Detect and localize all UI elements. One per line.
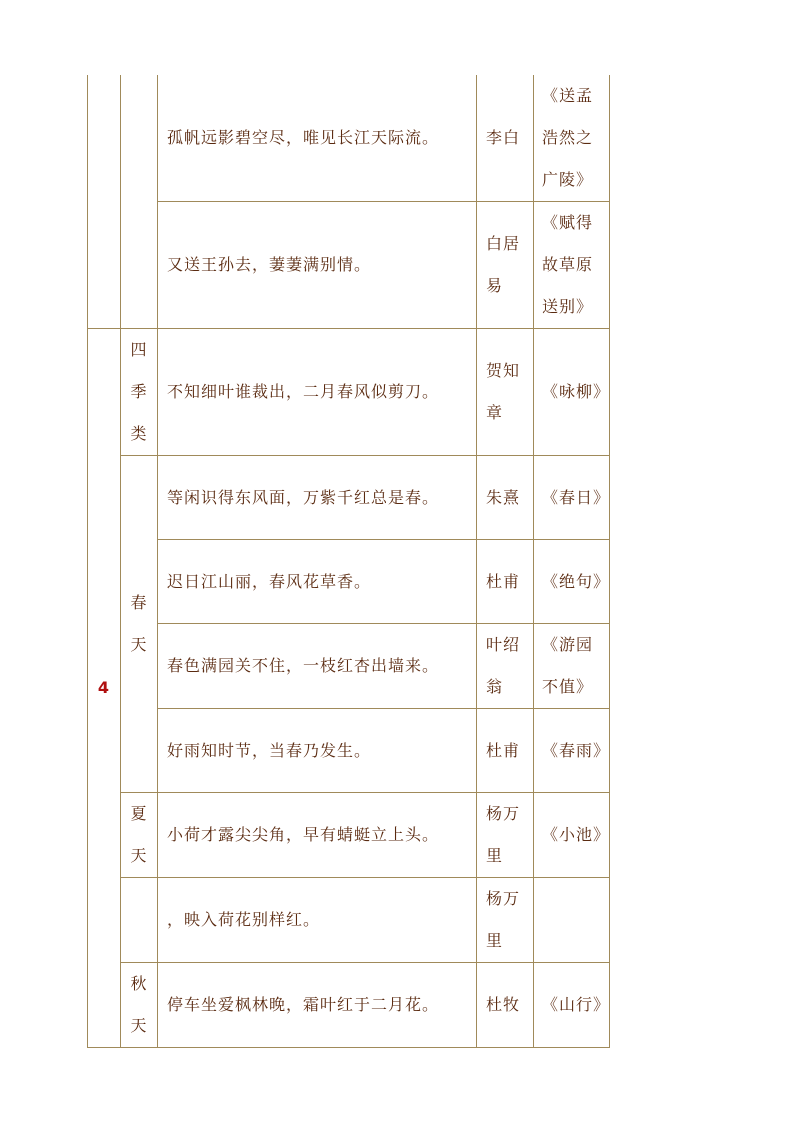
author-cell: 杨万里	[477, 878, 534, 963]
verse-cell: 又送王孙去，萋萋满别情。	[158, 202, 477, 329]
category-cell-prev	[121, 75, 158, 329]
title-cell: 《送孟浩然之广陵》	[534, 75, 610, 202]
author-cell: 杜甫	[477, 540, 534, 624]
verse-cell: 不知细叶谁裁出，二月春风似剪刀。	[158, 329, 477, 456]
category-season: 四季类	[121, 329, 158, 456]
table-row	[88, 456, 610, 540]
table-row	[88, 963, 610, 1048]
title-cell: 《春日》	[534, 456, 610, 540]
author-cell: 白居易	[477, 202, 534, 329]
title-cell: 《咏柳》	[534, 329, 610, 456]
category-summer: 夏天	[121, 793, 158, 878]
verse-cell: 迟日江山丽，春风花草香。	[158, 540, 477, 624]
title-cell: 《山行》	[534, 963, 610, 1048]
table-row	[88, 329, 610, 456]
table-row	[88, 624, 610, 709]
title-cell	[534, 878, 610, 963]
title-cell: 《游园不值》	[534, 624, 610, 709]
author-cell: 杜牧	[477, 963, 534, 1048]
author-cell: 叶绍翁	[477, 624, 534, 709]
verse-cell: ，映入荷花别样红。	[158, 878, 477, 963]
verse-cell: 春色满园关不住，一枝红杏出墙来。	[158, 624, 477, 709]
table-row	[88, 878, 610, 963]
table-row	[88, 540, 610, 624]
author-cell: 朱熹	[477, 456, 534, 540]
verse-cell: 小荷才露尖尖角，早有蜻蜓立上头。	[158, 793, 477, 878]
title-cell: 《春雨》	[534, 709, 610, 793]
group-number-cell-prev	[88, 75, 121, 329]
table-row	[88, 709, 610, 793]
table-row	[88, 793, 610, 878]
title-cell: 《绝句》	[534, 540, 610, 624]
group-number: 4	[88, 329, 121, 1048]
poem-table	[87, 75, 610, 1048]
author-cell: 李白	[477, 75, 534, 202]
category-spring: 春天	[121, 456, 158, 793]
author-cell: 杨万里	[477, 793, 534, 878]
title-cell: 《小池》	[534, 793, 610, 878]
category-empty	[121, 878, 158, 963]
author-cell: 杜甫	[477, 709, 534, 793]
author-cell: 贺知章	[477, 329, 534, 456]
verse-cell: 停车坐爱枫林晚，霜叶红于二月花。	[158, 963, 477, 1048]
verse-cell: 好雨知时节，当春乃发生。	[158, 709, 477, 793]
table-row	[88, 75, 610, 202]
verse-cell: 孤帆远影碧空尽，唯见长江天际流。	[158, 75, 477, 202]
category-autumn: 秋天	[121, 963, 158, 1048]
title-cell: 《赋得故草原送别》	[534, 202, 610, 329]
verse-cell: 等闲识得东风面，万紫千红总是春。	[158, 456, 477, 540]
table-row	[88, 202, 610, 329]
